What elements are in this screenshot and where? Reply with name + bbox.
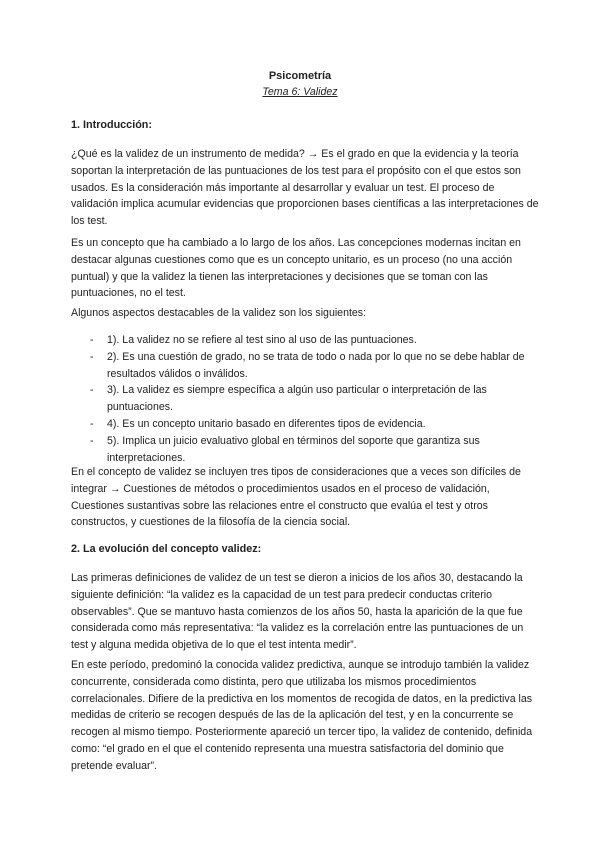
document-title: Psicometría	[268, 70, 332, 82]
section1-heading: 1. Introducción:	[71, 119, 152, 131]
list-item-text: 2). Es una cuestión de grado, no se trata de todo o nada por lo que no se debe hablar de resultados válidos o inválidos.	[107, 350, 525, 380]
list-item: - 3). La validez es siempre específica a algún uso particular o interpretación de las puntuaciones.	[90, 384, 487, 414]
list-item: - 1). La validez no se refiere al test sino al uso de las puntuaciones.	[90, 334, 417, 346]
validity-aspects-list	[90, 332, 540, 466]
section2-paragraph-2: En este período, predominó la conocida validez predictiva, aunque se introdujo también la validez concurrente, considerada como distinta, pero que utilizaba los mismos procedimientos correlacionales. Difiere de la predictiva en los momentos de recogida de datos, en la predictiva las medidas de criterio se recogen después de las de la aplicación del test, y en la concurrente se recogen al mismo tiempo. Posteriormente apareció un tercer tipo, la validez de contenido, definida como: “el grado en el que el contenido representa una muestra satisfactoria del dominio que pretende evaluar”.	[71, 659, 533, 772]
section2-paragraph-1: Las primeras definiciones de validez de un test se dieron a inicios de los años 30, destacando la siguiente definición: “la validez es la capacidad de un test para predecir conductas criterio observables”. Que se mantuvo hasta comienzos de los años 50, hasta la aparición de la que fue considerada como más representativa: “la validez es la correlación entre las puntuaciones de un test y alguna medida objetiva de lo que el test intenta medir”.	[71, 572, 524, 652]
list-item-text: 1). La validez no se refiere al test sino al uso de las puntuaciones.	[107, 334, 417, 346]
section1-paragraph-3: Algunos aspectos destacables de la validez son los siguientes:	[71, 307, 367, 319]
section1-paragraph-4: En el concepto de validez se incluyen tres tipos de consideraciones que a veces son difíciles de integrar → Cuestiones de métodos o procedimientos usados en el proceso de validación, Cuestiones sustantivas sobre las relaciones entre el constructo que evalúa el test y otros constructos, y cuestiones de la filosofía de la ciencia social.	[71, 466, 521, 529]
list-item-text: 4). Es un concepto unitario basado en diferentes tipos de evidencia.	[107, 417, 426, 430]
list-item: - 5). Implica un juicio evaluativo global en términos del soporte que garantiza sus interpretaciones.	[90, 434, 480, 464]
list-item: - 2). Es una cuestión de grado, no se trata de todo o nada por lo que no se debe hablar de resultados válidos o inválidos.	[90, 350, 525, 380]
list-item: - 4). Es un concepto unitario basado en diferentes tipos de evidencia.	[90, 417, 426, 430]
list-item-text: 5). Implica un juicio evaluativo global en términos del soporte que garantiza sus interpretaciones.	[107, 434, 480, 464]
section1-paragraph-2: Es un concepto que ha cambiado a lo largo de los años. Las concepciones modernas incitan en destacar algunas cuestiones como que es un concepto unitario, es un proceso (no una acción puntual) y que la validez la tienen las interpretaciones y decisiones que se toman con las puntuaciones, no el test.	[71, 237, 521, 300]
section1-paragraph-1: ¿Qué es la validez de un instrumento de medida? → Es el grado en que la evidencia y la teoría soportan la interpretación de las puntuaciones de los test para el propósito con el que estos son usados. Es la consideración más importante al desarrollar y evaluar un test. El proceso de validación implica acumular evidencias que proporcionen bases científicas a las interpretaciones de los test.	[71, 148, 539, 228]
document-subtitle: Tema 6: Validez	[262, 86, 338, 98]
section2-heading: 2. La evolución del concepto validez:	[71, 543, 262, 555]
list-item-text: 3). La validez es siempre específica a algún uso particular o interpretación de las puntuaciones.	[107, 384, 487, 414]
